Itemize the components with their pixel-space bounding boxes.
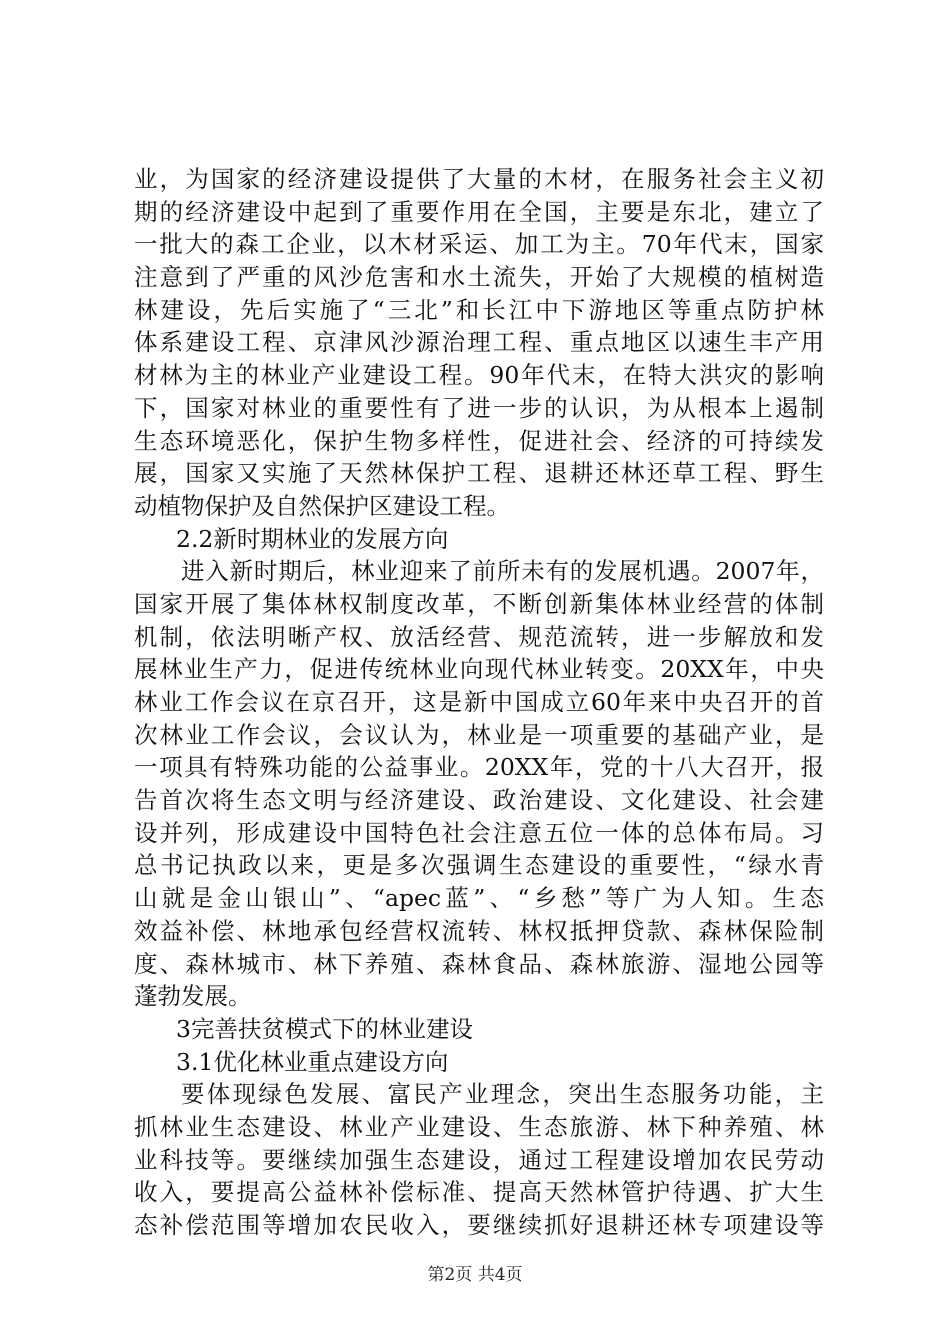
text-line: 国家开展了集体林权制度改革，不断创新集体林业经营的体制 — [134, 589, 824, 618]
text-line: 蓬勃发展。 — [134, 982, 252, 1011]
text-line: 期的经济建设中起到了重要作用在全国，主要是东北，建立了 — [134, 197, 824, 226]
section-heading: 3完善扶贫模式下的林业建设 — [176, 1014, 473, 1043]
text-line: 要体现绿色发展、富民产业理念，突出生态服务功能，主 — [181, 1080, 824, 1109]
text-line: 机制，依法明晰产权、放活经营、规范流转，进一步解放和发 — [134, 622, 824, 651]
text-line: 业，为国家的经济建设提供了大量的木材，在服务社会主义初 — [134, 165, 824, 193]
text-line: 注意到了严重的风沙危害和水土流失，开始了大规模的植树造 — [134, 263, 824, 292]
text-line: 生态环境恶化，保护生物多样性，促进社会、经济的可持续发 — [134, 426, 824, 455]
text-line: 体系建设工程、京津风沙源治理工程、重点地区以速生丰产用 — [134, 328, 824, 357]
text-line: 进入新时期后，林业迎来了前所未有的发展机遇。2007年， — [181, 557, 824, 586]
page-footer: 第2页 共4页 — [427, 1265, 523, 1285]
text-line: 度、森林城市、林下养殖、森林食品、森林旅游、湿地公园等 — [134, 949, 824, 978]
text-line: 态补偿范围等增加农民收入，要继续抓好退耕还林专项建设等 — [134, 1211, 824, 1239]
text-line: 一项具有特殊功能的公益事业。20XX年，党的十八大召开，报 — [134, 753, 824, 782]
text-line: 抓林业生态建设、林业产业建设、生态旅游、林下种养殖、林 — [134, 1112, 824, 1141]
text-line: 展，国家又实施了天然林保护工程、退耕还林还草工程、野生 — [134, 459, 824, 488]
section-heading: 3.1优化林业重点建设方向 — [176, 1047, 449, 1076]
text-line: 设并列，形成建设中国特色社会注意五位一体的总体布局。习 — [134, 818, 824, 847]
section-heading: 2.2新时期林业的发展方向 — [176, 524, 449, 553]
text-line: 材林为主的林业产业建设工程。90年代末，在特大洪灾的影响 — [134, 361, 824, 390]
text-line: 次林业工作会议，会议认为，林业是一项重要的基础产业，是 — [134, 720, 824, 749]
text-line: 林建设，先后实施了“三北”和长江中下游地区等重点防护林 — [134, 295, 824, 324]
text-line: 林业工作会议在京召开，这是新中国成立60年来中央召开的首 — [134, 688, 824, 716]
text-line: 效益补偿、林地承包经营权流转、林权抵押贷款、森林保险制 — [134, 916, 824, 945]
text-line: 动植物保护及自然保护区建设工程。 — [134, 491, 510, 520]
text-line: 展林业生产力，促进传统林业向现代林业转变。20XX年，中央 — [134, 655, 824, 684]
text-line: 一批大的森工企业，以木材采运、加工为主。70年代末，国家 — [134, 230, 824, 259]
text-line: 总书记执政以来，更是多次强调生态建设的重要性，“绿水青 — [134, 851, 824, 880]
text-line: 山就是金山银山”、“apec蓝”、“乡愁”等广为人知。生态 — [134, 884, 824, 913]
text-line: 收入，要提高公益林补偿标准、提高天然林管护待遇、扩大生 — [134, 1178, 824, 1207]
text-line: 告首次将生态文明与经济建设、政治建设、文化建设、社会建 — [134, 786, 824, 815]
text-line: 下，国家对林业的重要性有了进一步的认识，为从根本上遏制 — [134, 393, 824, 422]
document-body — [134, 163, 824, 1242]
text-line: 业科技等。要继续加强生态建设，通过工程建设增加农民劳动 — [134, 1145, 824, 1174]
